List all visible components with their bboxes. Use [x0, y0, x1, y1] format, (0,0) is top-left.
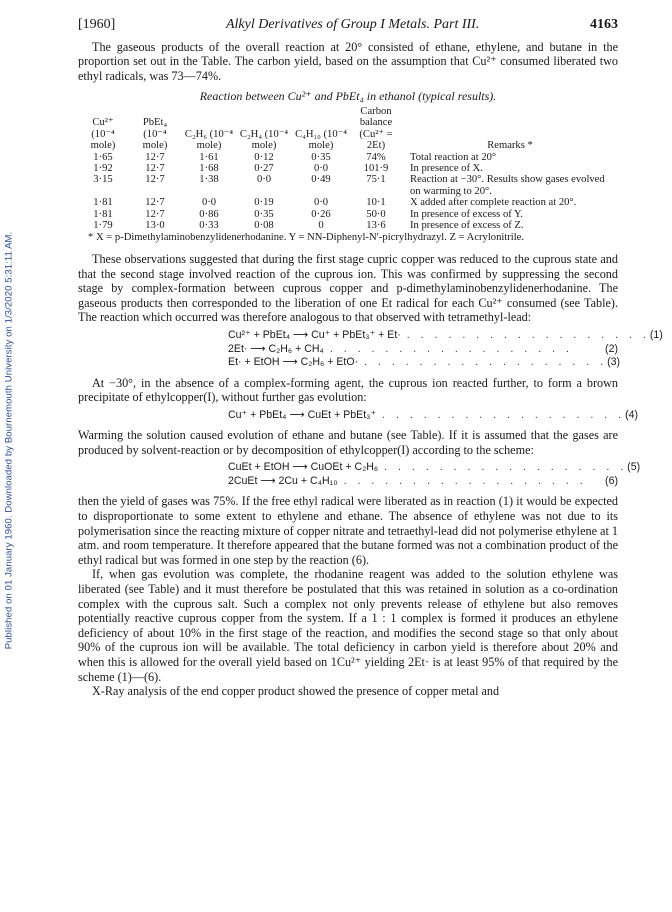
results-table [78, 106, 618, 231]
publication-side-stamp [2, 140, 16, 740]
col-header-c4h10: C₄H₁₀ (10⁻⁴ mole) [295, 128, 347, 152]
table-cell: 50·0 [366, 208, 386, 220]
equation-row [78, 408, 639, 423]
table-cell: 1·79 [93, 220, 113, 232]
table-cell: 1·61 [199, 151, 219, 163]
table-footnote: * X = p-Dimethylaminobenzylidenerhodanine. Y = NN-Diphenyl-N′-picrylhydrazyl. Z = Acrylonitrile. [88, 232, 525, 244]
table-cell-remark: Reaction at −30°. Results show gases evolved on warming to 20°. [410, 174, 605, 197]
paragraph-7: X-Ray analysis of the end copper product showed the presence of copper metal and [92, 684, 500, 699]
table-cell: 12·7 [145, 208, 165, 220]
equation-row [78, 356, 621, 370]
equation-block-2 [78, 408, 639, 423]
leader-dots: . . . . . . . . . . . . . . . . . . [382, 408, 626, 421]
table-cell: 75·1 [366, 174, 386, 186]
table-cell: 13·0 [145, 220, 165, 232]
table-cell-remark: Total reaction at 20° [410, 151, 497, 163]
table-row [78, 174, 618, 197]
table-cell: 0·49 [311, 174, 331, 186]
equation-text: Cu⁺ + PbEt₄ ⟶ CuEt + PbEt₃⁺ [228, 408, 377, 421]
table-row [78, 209, 618, 220]
equation-row [78, 461, 641, 475]
table-cell: 1·81 [93, 208, 113, 220]
paragraph-2: These observations suggested that during the first stage cupric copper was reduced to the cuprous state and that the second stage involved reaction of the cuprous ion. This was confirmed by suppressing the second stage by complex-formation between cuprous copper and p-dimethylaminobenzylidenerhodanine. The gaseous products then corresponded to the liberation of one Et radical for each Cu²⁺ consumed (see Table). The reaction which occurred was therefore analogous to that observed with tetramethyl-lead: [78, 252, 618, 325]
table-row [78, 197, 618, 208]
equation-number: (3) [607, 356, 621, 368]
col-header-c2h4: C₂H₄ (10⁻⁴ mole) [239, 128, 289, 152]
equation-text: Et· + EtOH ⟶ C₂H₆ + EtO· [228, 356, 359, 368]
table-row [78, 152, 618, 163]
table-cell: 0·0 [256, 174, 272, 186]
table-cell: 13·6 [366, 220, 386, 232]
col-header-remarks: Remarks * [487, 140, 533, 152]
table-cell: 3·15 [93, 174, 113, 186]
header-title: Alkyl Derivatives of Group I Metals. Part III. [225, 17, 480, 32]
table-cell: 0·27 [254, 163, 274, 174]
equation-number: (1) [649, 329, 663, 341]
paragraph-3: At −30°, in the absence of a complex-forming agent, the cuprous ion reacted further, to form a brown precipitate of ethylcopper(I), without further gas evolution: [78, 375, 618, 405]
table-cell: 1·92 [93, 163, 113, 174]
table-cell: 0·19 [254, 197, 274, 209]
header-page-number: 4163 [589, 17, 618, 32]
table-caption: Reaction between Cu²⁺ and PbEt₄ in ethanol (typical results). [199, 89, 497, 104]
table-cell: 10·1 [366, 197, 386, 209]
table-cell-remark: In presence of excess of Y. [410, 208, 523, 220]
table-cell: 0·08 [254, 220, 274, 232]
equation-row [78, 343, 618, 357]
table-cell: 0·12 [254, 151, 274, 163]
col-header-pbet4: PbEt₄ (10⁻⁴ mole) [142, 117, 168, 152]
equation-block-1 [78, 329, 663, 370]
table-cell: 0·35 [254, 208, 274, 220]
col-header-carbon-balance: Carbon balance (Cu²⁺ = 2Et) [359, 105, 393, 152]
table-row [78, 163, 618, 174]
table-cell-remark: In presence of excess of Z. [410, 220, 524, 232]
table-cell-remark: X added after complete reaction at 20°. [410, 197, 577, 209]
equation-number: (6) [605, 474, 618, 487]
table-cell: 0·26 [311, 208, 331, 220]
table-cell: 0·0 [313, 163, 329, 174]
col-header-cu: Cu²⁺ (10⁻⁴ mole) [90, 117, 116, 152]
table-cell: 1·38 [199, 174, 219, 186]
equation-text: CuEt + EtOH ⟶ CuOEt + C₂H₆ [228, 461, 379, 474]
table-cell: 0·0 [313, 197, 329, 209]
table-cell: 1·68 [199, 163, 219, 174]
journal-page [78, 17, 663, 699]
table-cell-remark: In presence of X. [410, 163, 483, 174]
leader-dots: . . . . . . . . . . . . . . . . . . [406, 329, 650, 341]
table-row [78, 220, 618, 231]
header-year: [1960] [78, 17, 116, 32]
table-cell: 0·33 [199, 220, 219, 232]
equation-row [78, 475, 618, 489]
table-cell: 12·7 [145, 163, 165, 174]
equation-block-3 [78, 461, 641, 488]
running-header [78, 18, 618, 33]
equation-number: (4) [625, 408, 639, 421]
table-cell: 1·81 [93, 197, 113, 209]
equation-text: 2CuEt ⟶ 2Cu + C₄H₁₀ [228, 474, 338, 487]
table-cell: 74% [366, 151, 386, 163]
equation-number: (5) [627, 461, 641, 474]
equation-number: (2) [605, 342, 618, 355]
paragraph-4: Warming the solution caused evolution of ethane and butane (see Table). If it is assumed that the gases are produced by solvent-reaction or by decomposition of ethylcopper(I) according to the scheme: [78, 428, 618, 457]
paragraph-6: If, when gas evolution was complete, the rhodanine reagent was added to the solution ethylene was liberated (see Table) and it must therefore be postulated that this was retained in solution as a co-ordination complex with the cuprous salt. Such a complex not only prevents release of ethylene but also removes potentially reactive cuprous copper from the system. If a 1 : 1 complex is formed it produces an ethylene deficiency of about 10% in the first stage of the reaction, and modifies the second stage so that only about 90% of the cuprous ion will be available. The total deficiency in carbon yield is therefore about 20% and when this is allowed for the overall yield based on 1Cu²⁺ yielding 2Et· is at least 95% of that required by the scheme (1)—(6). [78, 567, 618, 684]
equation-text: Cu²⁺ + PbEt₄ ⟶ Cu⁺ + PbEt₃⁺ + Et· [228, 329, 401, 341]
table-cell: 12·7 [145, 197, 165, 209]
side-stamp-text: Published on 01 January 1960. Downloaded by Bournemouth University on 1/3/2020 5:31:11 AM. [3, 231, 15, 649]
leader-dots: . . . . . . . . . . . . . . . . . . [329, 342, 573, 355]
table-cell: 0·86 [199, 208, 219, 220]
table-cell: 0·0 [201, 197, 217, 209]
leader-dots: . . . . . . . . . . . . . . . . . . [384, 461, 628, 474]
leader-dots: . . . . . . . . . . . . . . . . . . [343, 474, 587, 487]
paragraph-1: The gaseous products of the overall reaction at 20° consisted of ethane, ethylene, and butane in the proportion set out in the Table. The carbon yield, based on the assumption that Cu²⁺ consumed liberated two ethyl radicals, was 73—74%. [78, 39, 618, 83]
equation-row [78, 329, 663, 343]
col-header-c2h6: C₂H₆ (10⁻⁴ mole) [184, 128, 234, 152]
table-header-row [78, 106, 618, 152]
table-cell: 0·35 [311, 151, 331, 163]
equation-text: 2Et· ⟶ C₂H₆ + CH₄ [228, 342, 324, 355]
table-cell: 1·65 [93, 151, 113, 163]
table-cell: 12·7 [145, 151, 165, 163]
table-cell: 12·7 [145, 174, 165, 186]
table-cell: 101·9 [363, 163, 389, 174]
table-cell: 0 [318, 220, 324, 232]
paragraph-5: then the yield of gases was 75%. If the free ethyl radical were liberated as in reaction (1) it would be expected to disproportionate to some extent to ethylene and ethane. The absence of ethylene was not due to its polymerisation since the reacting mixture of copper nitrate and tetraethyl-lead did not polymerise ethylene at 1 atm. and room temperature. It therefore appeared that the butane formed was not a combination product of the ethyl radical but was formed in one step by the reaction (6). [78, 494, 618, 567]
leader-dots: . . . . . . . . . . . . . . . . . . [364, 356, 608, 368]
